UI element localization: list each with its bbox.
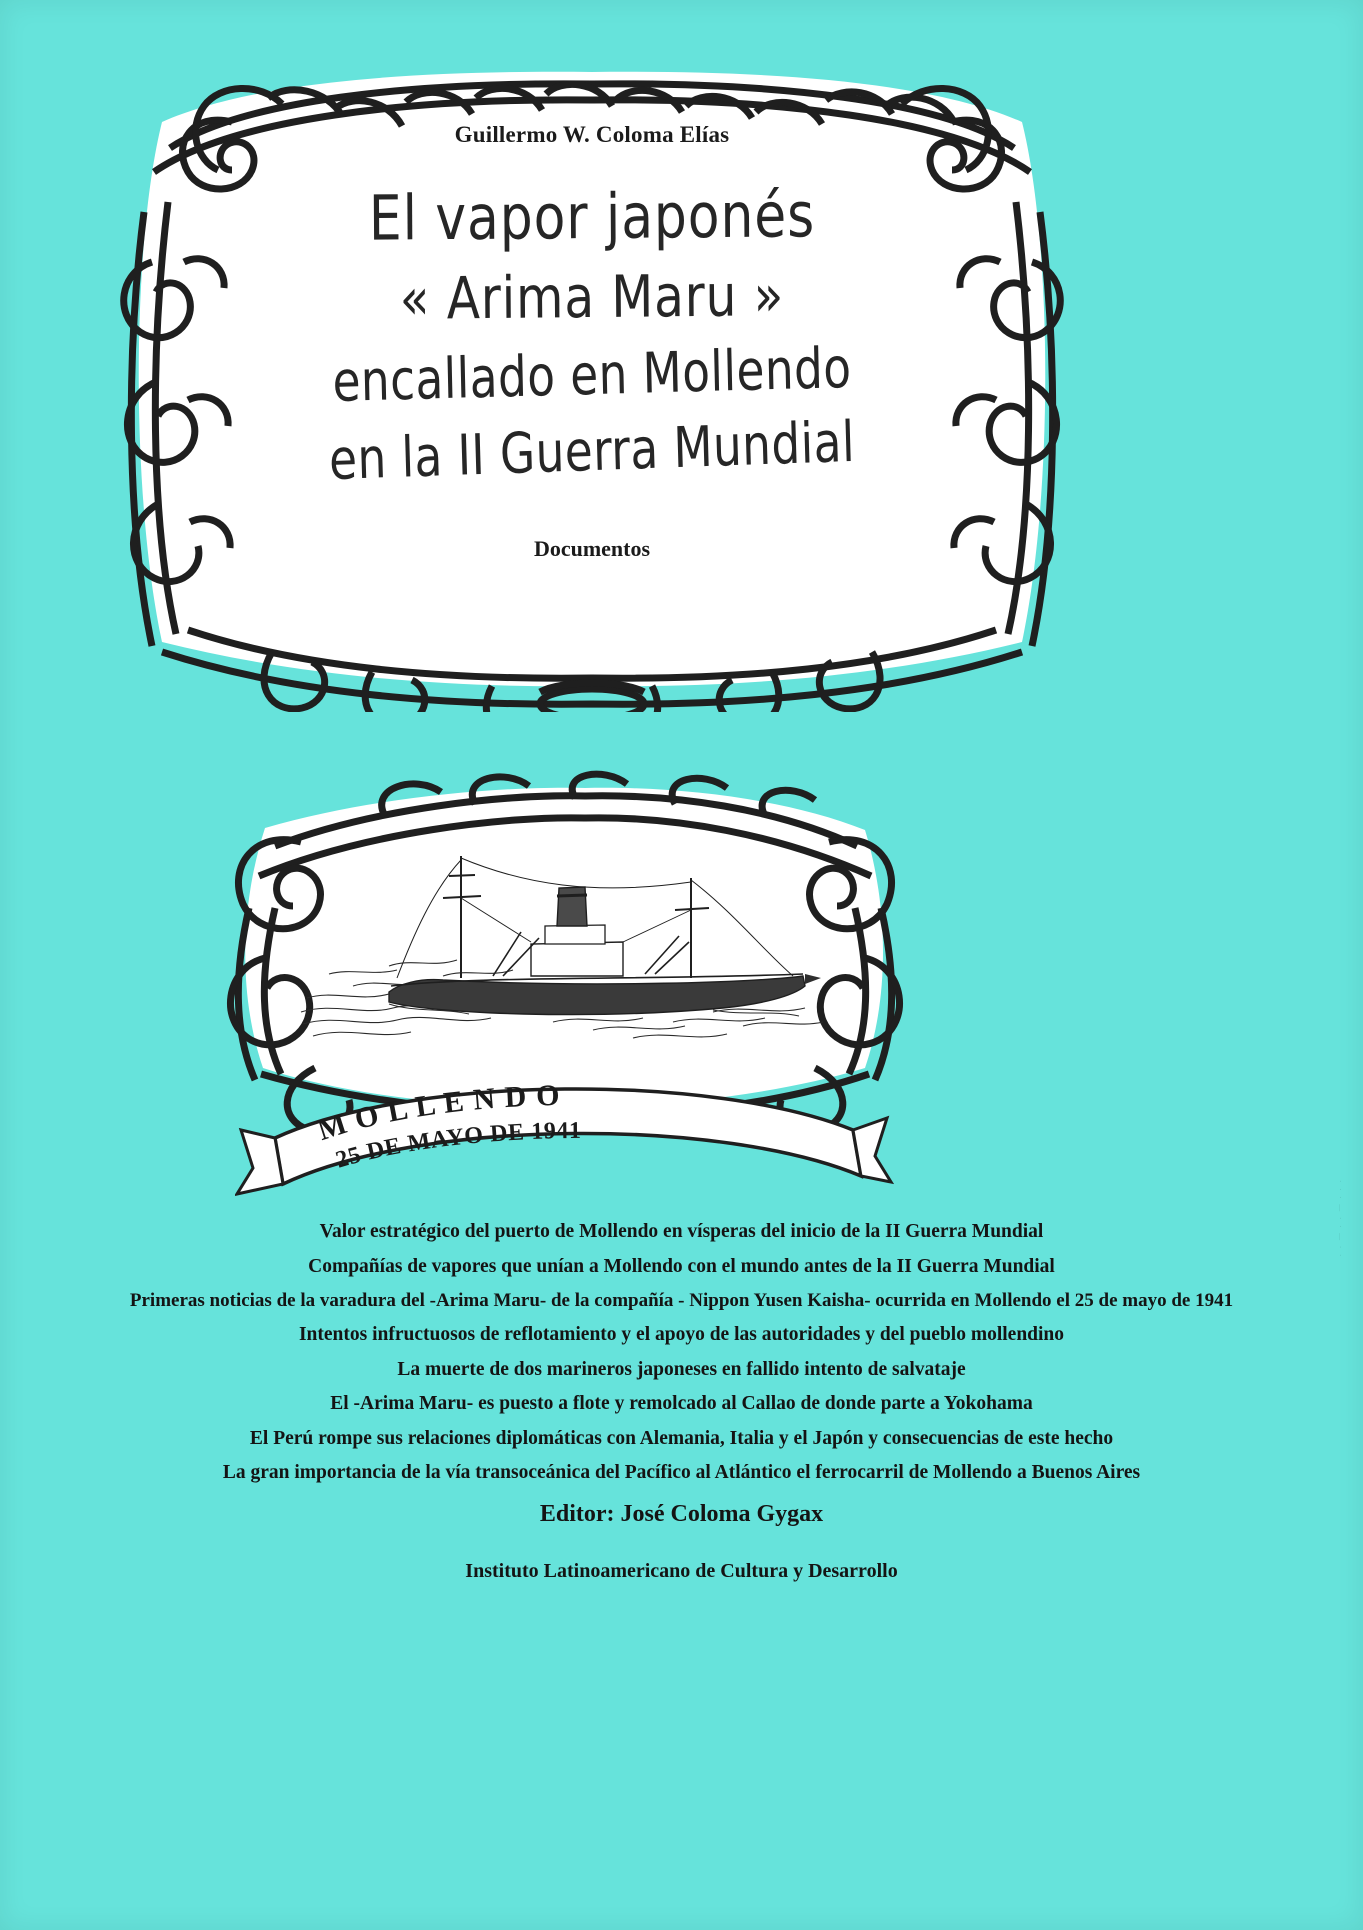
contents-line: Valor estratégico del puerto de Mollendo en vísperas del inicio de la II Guerra Mundial: [319, 1221, 1044, 1242]
title-line-3: encallado en Mollendo: [331, 335, 853, 416]
author-name: Guillermo W. Coloma Elías: [454, 122, 730, 147]
subtitle-documentos: Documentos: [533, 536, 651, 561]
contents-list: [60, 1222, 1303, 1583]
banner-date-text: 25 DE MAYO DE 1941: [332, 1117, 582, 1174]
banner-ribbon: [235, 1068, 895, 1208]
scan-margin-marks: · · · — · · — · ·: [1336, 1180, 1344, 1259]
title-line-4: en la II Guerra Mundial: [328, 409, 856, 494]
title-line-2: « Arima Maru »: [399, 261, 785, 333]
top-cartouche-frame: [92, 52, 1092, 712]
contents-line: Intentos infructuosos de reflotamiento y el apoyo de las autoridades y del pueblo mollendino: [298, 1324, 1065, 1345]
book-title: [212, 178, 972, 494]
contents-line: Primeras noticias de la varadura del -Arima Maru- de la compañía - Nippon Yusen Kaisha- ocurrida en Mollendo el 25 de mayo de 1941: [129, 1290, 1234, 1311]
editor-credit: Editor: José Coloma Gygax: [539, 1500, 824, 1527]
contents-line: La muerte de dos marineros japoneses en fallido intento de salvataje: [397, 1358, 966, 1380]
steamship-illustration: [293, 826, 838, 1086]
contents-line: El Perú rompe sus relaciones diplomáticas con Alemania, Italia y el Japón y consecuencias de este hecho: [249, 1427, 1114, 1449]
title-block: [212, 122, 972, 562]
emblem-cartouche: [205, 768, 925, 1208]
contents-line: El -Arima Maru- es puesto a flote y remolcado al Callao de donde parte a Yokohama: [330, 1393, 1033, 1414]
title-line-1: El vapor japonés: [368, 178, 816, 255]
contents-line: Compañías de vapores que unían a Mollendo con el mundo antes de la II Guerra Mundial: [308, 1255, 1055, 1277]
contents-line: La gran importancia de la vía transoceánica del Pacífico al Atlántico el ferrocarril de Mollendo a Buenos Aires: [222, 1462, 1141, 1483]
publisher-institute: Instituto Latinoamericano de Cultura y Desarrollo: [465, 1559, 898, 1582]
banner-place-text: M O L L E N D O: [313, 1078, 561, 1148]
